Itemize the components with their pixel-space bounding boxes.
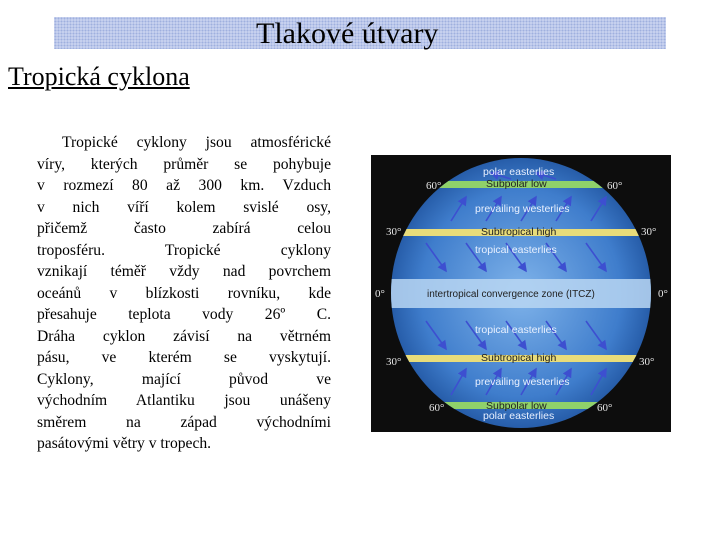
degree-60n-right: 60° [607, 180, 623, 192]
label-subtropical-high-north: Subtropical high [481, 226, 557, 238]
paragraph-line: Cyklony, mající původ ve [37, 370, 331, 388]
degree-60s-left: 60° [429, 402, 445, 414]
label-subtropical-high-south: Subtropical high [481, 352, 557, 364]
degree-equator-right: 0° [658, 288, 668, 300]
paragraph-line: pasátovými větry v tropech. [37, 435, 212, 452]
label-polar-easterlies-south: polar easterlies [483, 410, 555, 422]
label-tropical-easterlies-north: tropical easterlies [475, 244, 557, 256]
globe-diagram [371, 155, 671, 432]
paragraph-line: směrem na západ východními [37, 413, 331, 431]
label-tropical-easterlies-south: tropical easterlies [475, 324, 557, 336]
paragraph-line: přičemž často zabírá celou [37, 220, 331, 237]
degree-30s-right: 30° [639, 356, 655, 368]
label-polar-easterlies-north: polar easterlies [483, 166, 555, 178]
paragraph-line: východním Atlantiku jsou unášeny [37, 392, 331, 409]
degree-equator-left: 0° [375, 288, 385, 300]
paragraph-line: v rozmezí 80 až 300 km. Vzduch [37, 177, 331, 194]
page-title: Tlakové útvary [256, 17, 439, 50]
paragraph-line: víry, kterých průměr se pohybuje [37, 155, 331, 173]
degree-30s-left: 30° [386, 356, 402, 368]
paragraph-line: oceánů v blízkosti rovníku, kde [37, 284, 331, 302]
label-subpolar-low-north: Subpolar low [486, 178, 547, 190]
paragraph-line: přesahuje teplota vody 26º C. [37, 306, 331, 323]
paragraph-line: Dráha cyklon závisí na větrném [37, 327, 331, 345]
wind-belts-figure [371, 155, 671, 432]
paragraph [37, 132, 331, 455]
degree-30n-right: 30° [641, 226, 657, 238]
label-subpolar-low-south: Subpolar low [486, 400, 547, 412]
label-prevailing-westerlies-south: prevailing westerlies [475, 376, 570, 388]
degree-60n-left: 60° [426, 180, 442, 192]
page-subtitle: Tropická cyklona [8, 62, 190, 91]
paragraph-line: vznikají téměř vždy nad povrchem [37, 263, 331, 280]
degree-60s-right: 60° [597, 402, 613, 414]
label-itcz: intertropical convergence zone (ITCZ) [427, 289, 595, 300]
label-prevailing-westerlies-north: prevailing westerlies [475, 203, 570, 215]
paragraph-line: v nich víří kolem svislé osy, [37, 198, 331, 216]
paragraph-line: troposféru. Tropické cyklony [37, 241, 331, 259]
paragraph-line: Tropické cyklony jsou atmosférické [62, 134, 331, 151]
paragraph-line: pásu, ve kterém se vyskytují. [37, 349, 331, 366]
degree-30n-left: 30° [386, 226, 402, 238]
